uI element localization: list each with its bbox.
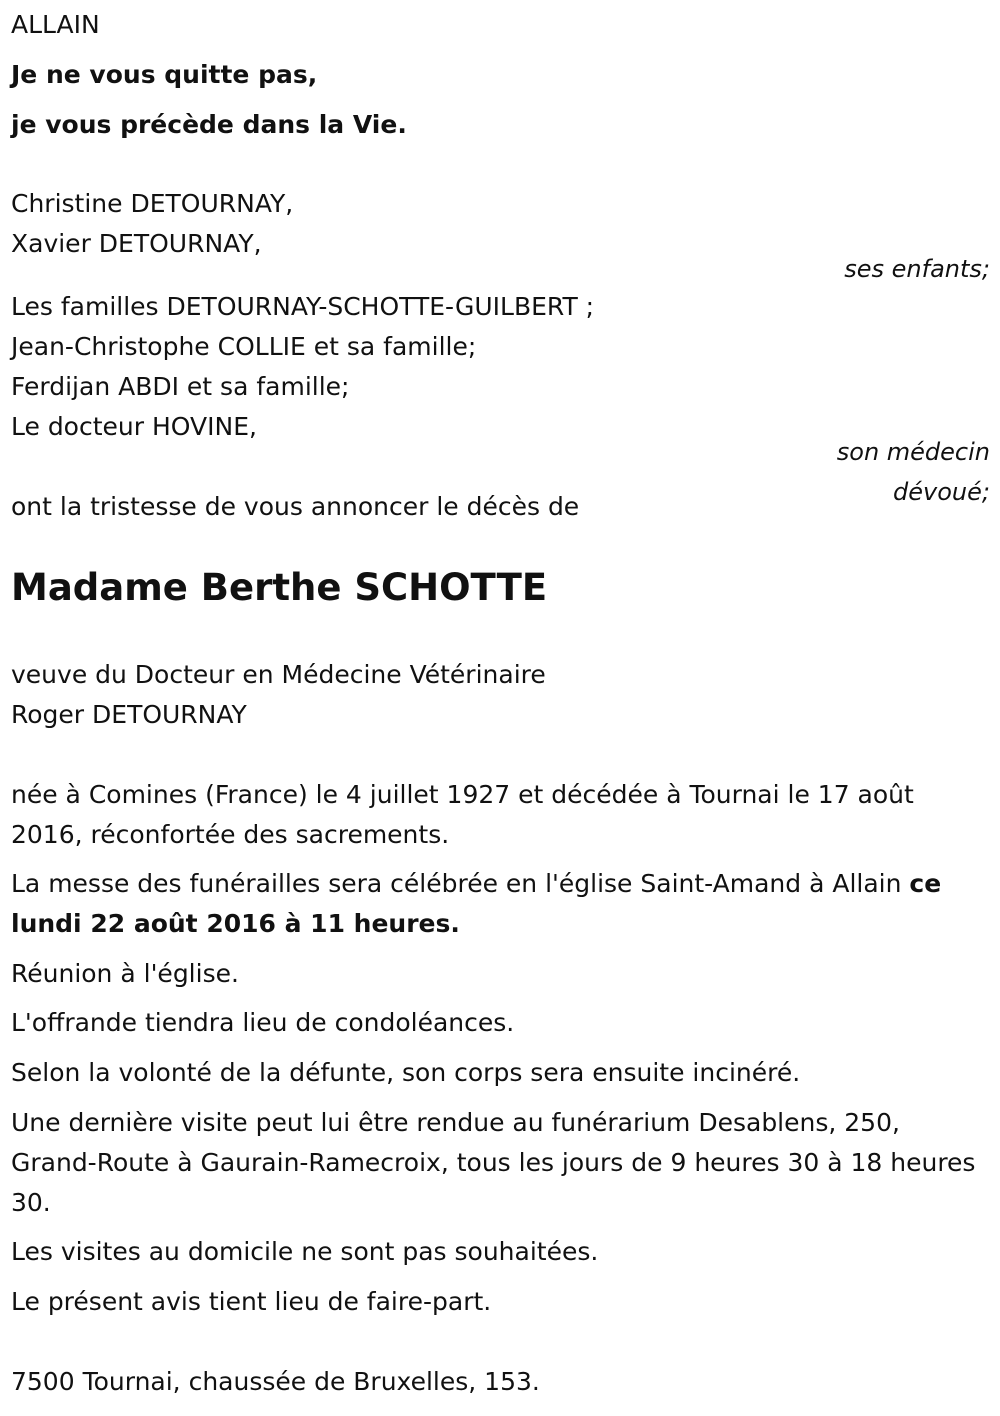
child-name: Xavier DETOURNAY,: [11, 229, 262, 258]
meeting-text: Réunion à l'église.: [11, 959, 239, 988]
family-line: Ferdijan ABDI et sa famille;: [11, 372, 350, 401]
family-line: Le docteur HOVINE,: [11, 412, 257, 441]
notice-text: Le présent avis tient lieu de faire-part.: [11, 1287, 492, 1316]
mass-text: La messe des funérailles sera célébrée en l'église Saint-Amand à Allain: [11, 869, 910, 898]
cremation-text: Selon la volonté de la défunte, son corps sera ensuite incinéré.: [11, 1058, 801, 1087]
quote-line-2: je vous précède dans la Vie.: [11, 110, 407, 139]
doctor-role-line-2: dévoué;: [893, 478, 990, 506]
address-text: 7500 Tournai, chaussée de Bruxelles, 153.: [11, 1367, 540, 1396]
widow-line-2: Roger DETOURNAY: [11, 700, 247, 729]
family-line: Jean-Christophe COLLIE et sa famille;: [11, 332, 477, 361]
no-home-visits-text: Les visites au domicile ne sont pas souhaitées.: [11, 1237, 599, 1266]
quote-line-1: Je ne vous quitte pas,: [11, 60, 318, 89]
deceased-name: Madame Berthe SCHOTTE: [11, 566, 548, 609]
location-heading: ALLAIN: [11, 10, 100, 39]
visit-paragraph: Une dernière visite peut lui être rendue au funérarium Desablens, 250, Grand-Route à Gaurain-Ramecroix, tous les jours de 9 heures 30 à 18 heures 30.: [11, 1108, 976, 1217]
mass-paragraph: [11, 864, 986, 944]
birth-death-paragraph: née à Comines (France) le 4 juillet 1927 et décédée à Tournai le 17 août 2016, réconfortée des sacrements.: [11, 780, 914, 849]
child-name: Christine DETOURNAY,: [11, 189, 294, 218]
mass-date: ce lundi 22 août 2016 à 11 heures.: [11, 869, 942, 938]
doctor-role-line-1: son médecin: [836, 438, 990, 466]
widow-line-1: veuve du Docteur en Médecine Vétérinaire: [11, 660, 546, 689]
offering-text: L'offrande tiendra lieu de condoléances.: [11, 1008, 515, 1037]
family-line: Les familles DETOURNAY-SCHOTTE-GUILBERT ;: [11, 292, 595, 321]
children-role: ses enfants;: [844, 255, 990, 283]
announcement-text: ont la tristesse de vous annoncer le décès de: [11, 492, 580, 521]
